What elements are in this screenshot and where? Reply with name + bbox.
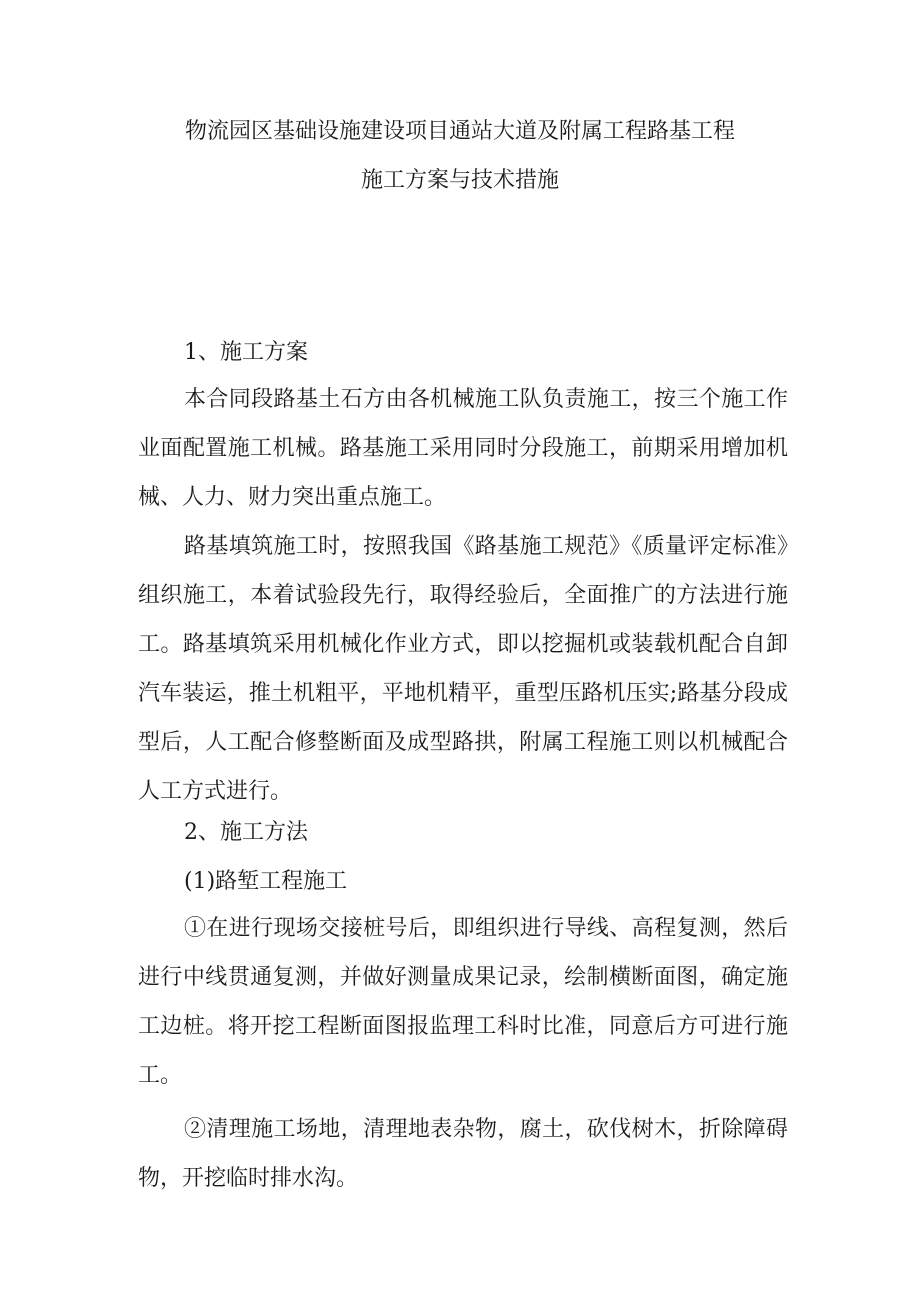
section-heading-construction-method: 2、施工方法 bbox=[184, 820, 308, 845]
document-title-line-1: 物流园区基础设施建设项目通站大道及附属工程路基工程 bbox=[184, 119, 735, 144]
paragraph-fill-construction: 路基填筑施工时，按照我国《路基施工规范》《质量评定标准》组织施工，本着试验段先行，取得经验后，全面推广的方法进行施工。路基填筑采用机械化作业方式，即以挖掘机或装载机配合自卸汽车装运，推土机粗平，平地机精平，重型压路机压实;路基分段成型后，人工配合修整断面及成型路拱，附属工程施工则以机械配合人工方式进行。 bbox=[138, 534, 788, 804]
subheading-cutting-works: (1)路堑工程施工 bbox=[184, 869, 348, 894]
document-title-line-2: 施工方案与技术措施 bbox=[360, 168, 559, 193]
paragraph-plan-overview: 本合同段路基土石方由各机械施工队负责施工，按三个施工作业面配置施工机械。路基施工采用同时分段施工，前期采用增加机械、人力、财力突出重点施工。 bbox=[138, 387, 788, 510]
paragraph-survey-stakeout: ①在进行现场交接桩号后，即组织进行导线、高程复测，然后进行中线贯通复测，并做好测量成果记录，绘制横断面图，确定施工边桩。将开挖工程断面图报监理工科时比准，同意后方可进行施工。 bbox=[138, 916, 788, 1088]
paragraph-site-clearing: ②清理施工场地，清理地表杂物，腐土，砍伐树木，折除障碍物，开挖临时排水沟。 bbox=[138, 1117, 788, 1191]
section-heading-construction-plan: 1、施工方案 bbox=[184, 340, 308, 365]
